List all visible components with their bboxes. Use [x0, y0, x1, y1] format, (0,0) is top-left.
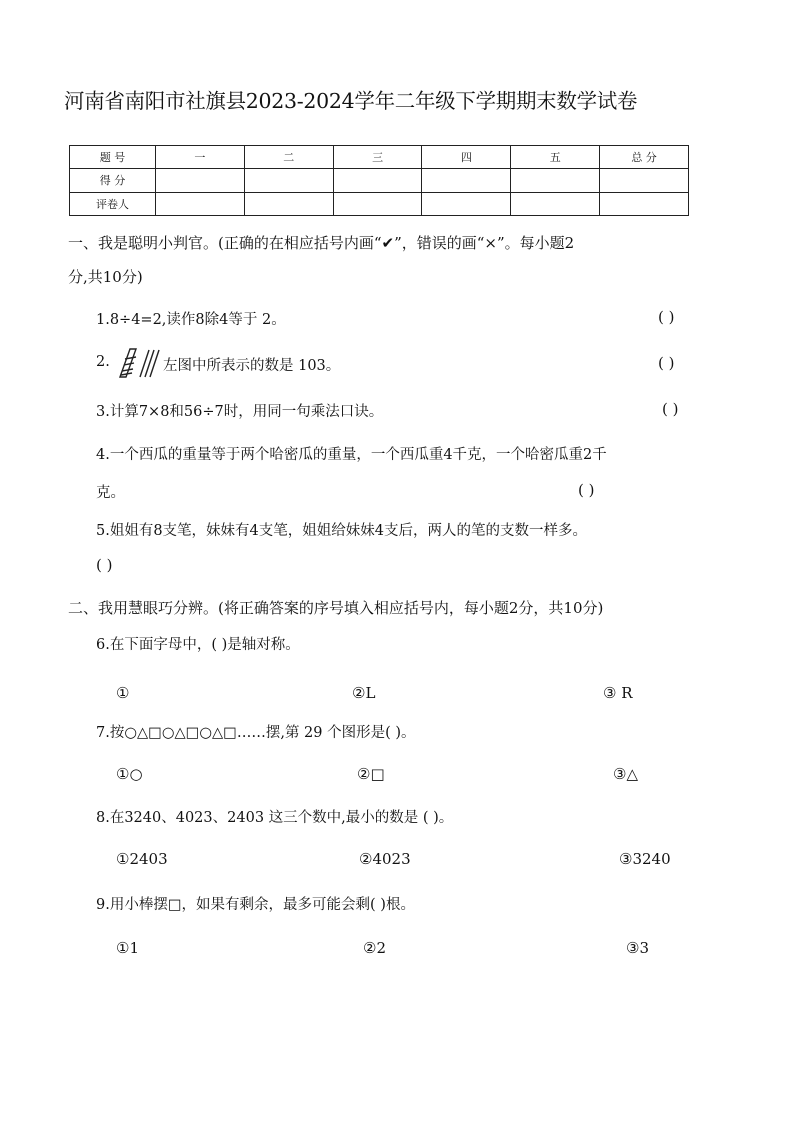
grader-cell[interactable] — [333, 192, 422, 215]
score-cell[interactable] — [422, 169, 511, 192]
question-9: 9.用小棒摆□，如果有剩余，最多可能会剩( )根。 — [96, 897, 415, 913]
section1-heading-cont: 分,共10分) — [68, 268, 143, 286]
score-cell[interactable] — [244, 169, 333, 192]
score-cell[interactable] — [333, 169, 422, 192]
q7-option-3[interactable]: ③△ — [613, 765, 638, 783]
q8-option-2[interactable]: ②4023 — [359, 850, 411, 868]
q6-option-2[interactable]: ②L — [352, 684, 376, 702]
header-cell: 四 — [422, 146, 511, 169]
question-2: 左图中所表示的数是 103。 — [163, 358, 341, 374]
score-cell[interactable] — [600, 169, 689, 192]
question-4-cont: 克。 — [96, 485, 125, 501]
row-label: 得 分 — [70, 169, 156, 192]
question-1: 1.8÷4=2,读作8除4等于 2。 — [96, 312, 286, 328]
row-label: 评卷人 — [70, 192, 156, 215]
section1-heading: 一、我是聪明小判官。(正确的在相应括号内画“✔”，错误的画“×”。每小题2 — [68, 234, 575, 252]
grader-cell[interactable] — [244, 192, 333, 215]
grader-cell[interactable] — [600, 192, 689, 215]
grader-cell[interactable] — [511, 192, 600, 215]
header-cell: 总 分 — [600, 146, 689, 169]
header-cell: 三 — [333, 146, 422, 169]
score-row — [70, 169, 689, 192]
answer-paren-5[interactable]: ( ) — [96, 556, 113, 574]
grader-cell[interactable] — [422, 192, 511, 215]
grader-cell[interactable] — [156, 192, 245, 215]
score-table — [69, 145, 689, 216]
section2-heading: 二、我用慧眼巧分辨。(将正确答案的序号填入相应括号内，每小题2分，共10分) — [68, 599, 604, 617]
answer-paren-4[interactable]: ( ) — [578, 481, 595, 499]
question-3: 3.计算7×8和56÷7时，用同一句乘法口诀。 — [96, 404, 384, 420]
q7-option-1[interactable]: ①○ — [116, 765, 143, 783]
q6-option-1[interactable]: ① — [116, 684, 130, 702]
stick-bundle-image — [116, 347, 166, 379]
q9-option-2[interactable]: ②2 — [363, 939, 386, 957]
answer-paren-3[interactable]: ( ) — [662, 400, 679, 418]
question-5: 5.姐姐有8支笔，妹妹有4支笔，姐姐给妹妹4支后，两人的笔的支数一样多。 — [96, 523, 588, 539]
header-cell: 题 号 — [70, 146, 156, 169]
q9-option-1[interactable]: ①1 — [116, 939, 139, 957]
header-cell: 二 — [244, 146, 333, 169]
question-4: 4.一个西瓜的重量等于两个哈密瓜的重量，一个西瓜重4千克，一个哈密瓜重2千 — [96, 447, 607, 463]
question-2-number: 2. — [96, 354, 110, 370]
score-cell[interactable] — [511, 169, 600, 192]
header-cell: 五 — [511, 146, 600, 169]
exam-title: 河南省南阳市社旗县2023-2024学年二年级下学期期末数学试卷 — [64, 89, 638, 113]
score-cell[interactable] — [156, 169, 245, 192]
answer-paren-1[interactable]: ( ) — [658, 308, 675, 326]
q8-option-3[interactable]: ③3240 — [619, 850, 671, 868]
answer-paren-2[interactable]: ( ) — [658, 354, 675, 372]
header-cell: 一 — [156, 146, 245, 169]
q8-option-1[interactable]: ①2403 — [116, 850, 168, 868]
grader-row — [70, 192, 689, 215]
q9-option-3[interactable]: ③3 — [626, 939, 649, 957]
score-table-header-row — [70, 146, 689, 169]
question-6: 6.在下面字母中，( )是轴对称。 — [96, 637, 300, 653]
q7-option-2[interactable]: ②□ — [357, 765, 385, 783]
q6-option-3[interactable]: ③ R — [603, 684, 633, 702]
question-8: 8.在3240、4023、2403 这三个数中,最小的数是 ( )。 — [96, 810, 454, 826]
question-7: 7.按○△□○△□○△□……摆,第 29 个图形是( )。 — [96, 725, 416, 741]
